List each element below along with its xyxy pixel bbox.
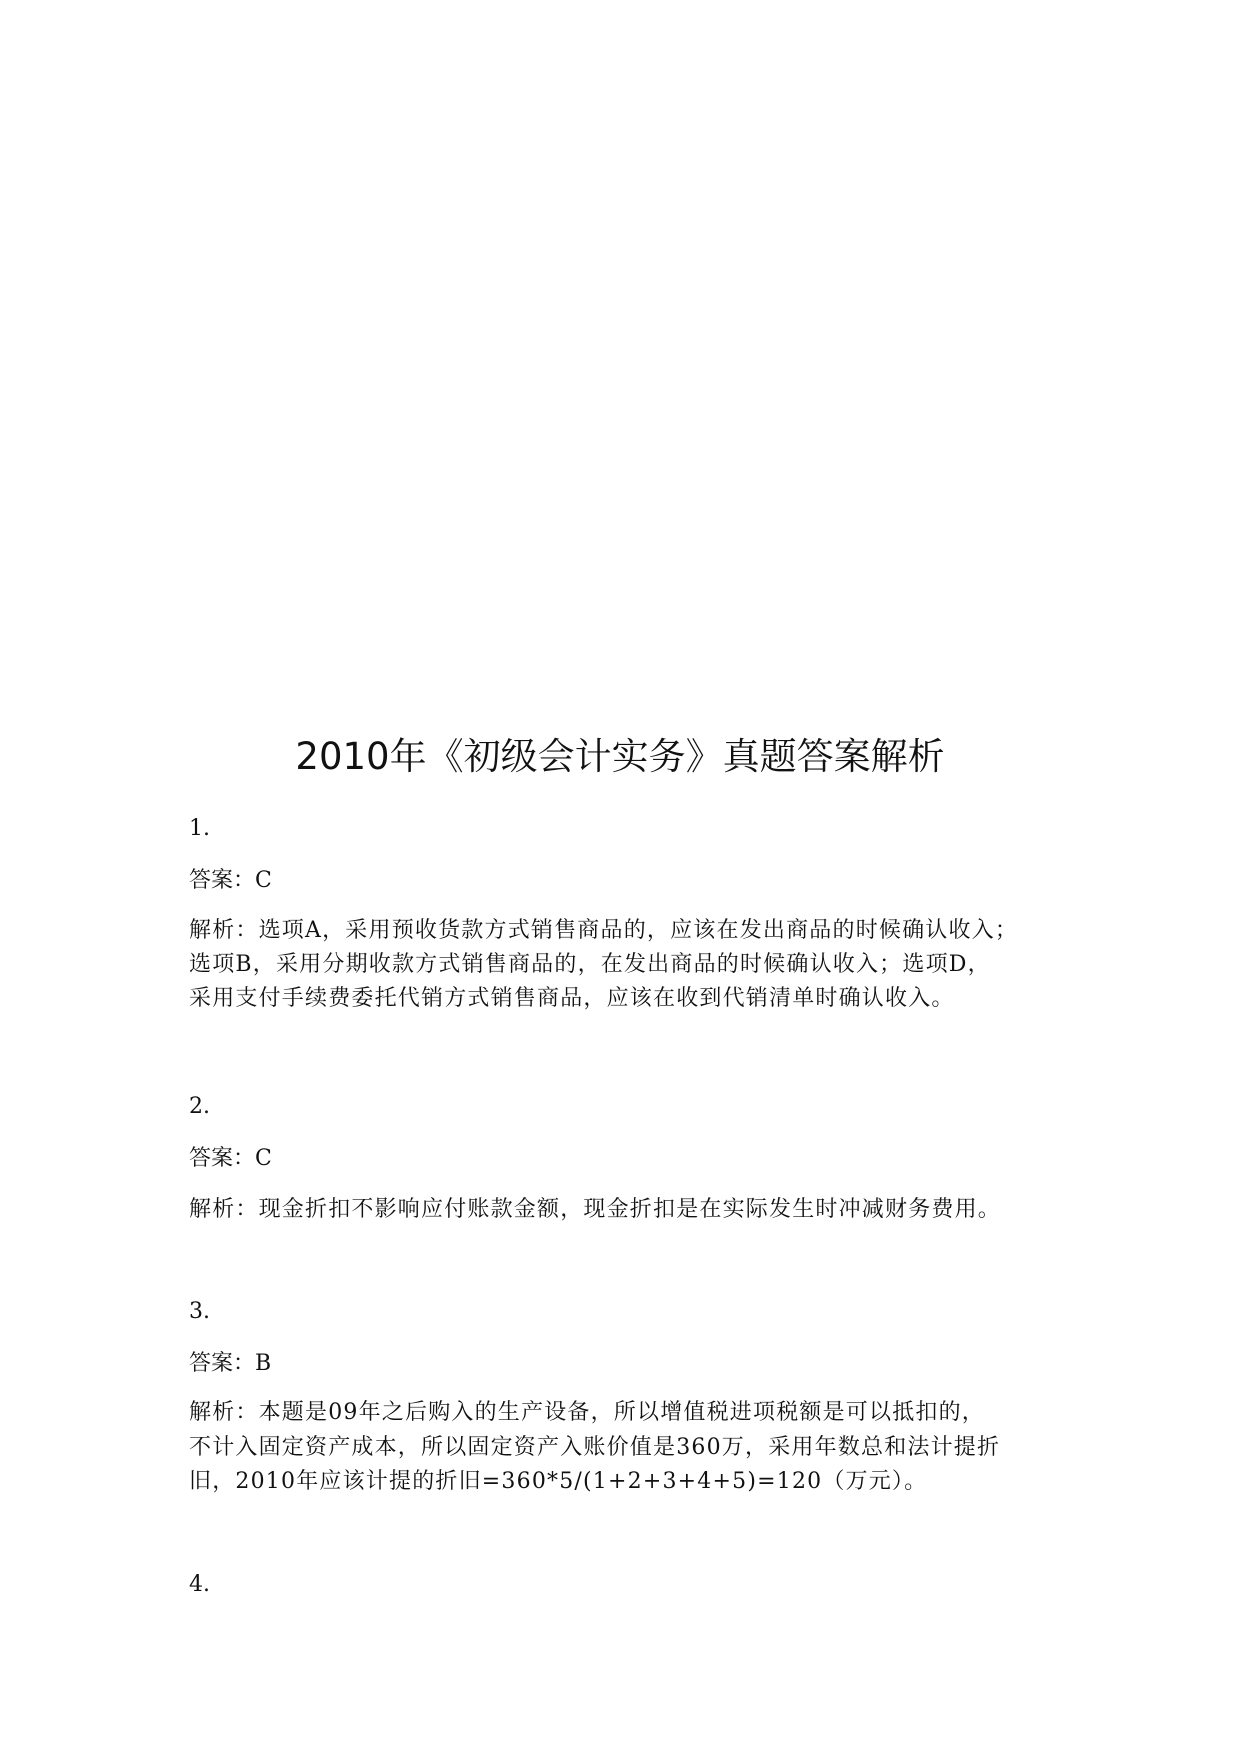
- question-3-number: 3.: [189, 1299, 210, 1324]
- question-1-analysis-line-2: 选项B，采用分期收款方式销售商品的，在发出商品的时候确认收入；选项D，: [189, 952, 991, 977]
- question-1-answer: 答案：C: [189, 868, 272, 893]
- question-3-analysis-line-2: 不计入固定资产成本，所以固定资产入账价值是360万，采用年数总和法计提折: [189, 1435, 1001, 1460]
- question-1-analysis-line-3: 采用支付手续费委托代销方式销售商品，应该在收到代销清单时确认收入。: [189, 986, 955, 1011]
- question-1-number: 1.: [189, 816, 210, 841]
- document-title: 2010年《初级会计实务》真题答案解析: [295, 735, 945, 778]
- question-2-number: 2.: [189, 1094, 210, 1119]
- question-3-analysis-line-1: 解析：本题是09年之后购入的生产设备，所以增值税进项税额是可以抵扣的，: [189, 1400, 985, 1425]
- question-3-analysis-line-3: 旧，2010年应该计提的折旧=360*5/(1+2+3+4+5)=120（万元）。: [189, 1469, 928, 1494]
- question-4-number: 4.: [189, 1572, 210, 1597]
- question-1-analysis-line-1: 解析：选项A，采用预收货款方式销售商品的，应该在发出商品的时候确认收入；: [189, 918, 1019, 943]
- question-3-answer: 答案：B: [189, 1351, 272, 1376]
- question-2-answer: 答案：C: [189, 1146, 272, 1171]
- question-2-analysis-line-1: 解析：现金折扣不影响应付账款金额，现金折扣是在实际发生时冲减财务费用。: [189, 1197, 1002, 1222]
